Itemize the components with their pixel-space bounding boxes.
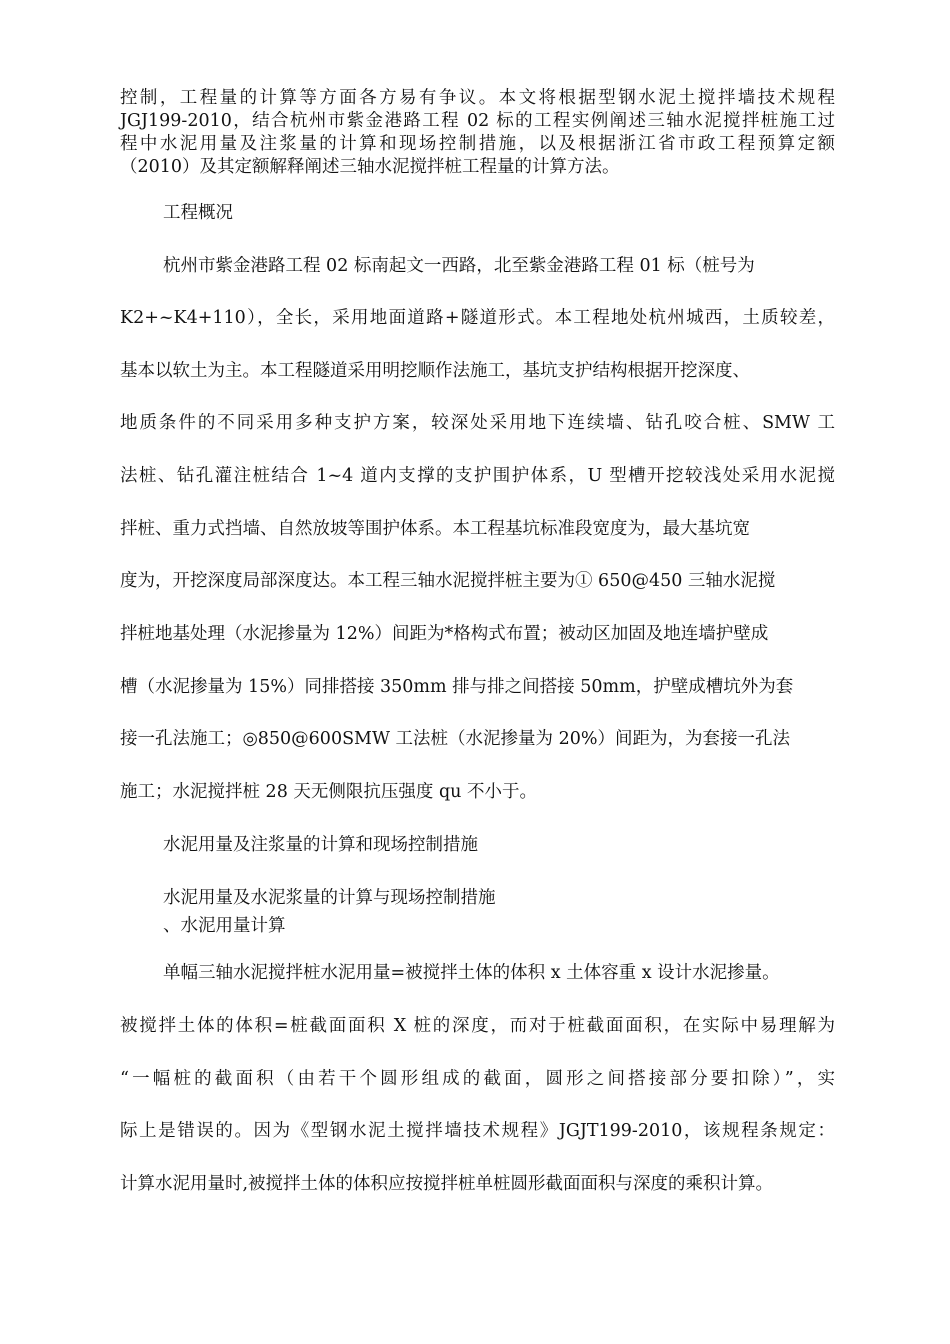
overview-line: 接一孔法施工；◎850@600SMW 工法桩（水泥掺量为 20%）间距为，为套接一孔法 [120, 729, 790, 749]
calc-line: “一幅桩的截面积（由若干个圆形组成的截面，圆形之间搭接部分要扣除）”，实 [120, 1069, 835, 1089]
calc-line: 计算水泥用量时,被搅拌土体的体积应按搅拌桩单桩圆形截面面积与深度的乘积计算。 [120, 1174, 774, 1194]
overview-line: 法桩、钻孔灌注桩结合 1~4 道内支撑的支护围护体系，U 型槽开挖较浅处采用水泥搅 [120, 466, 835, 486]
overview-line: 施工；水泥搅拌桩 28 天无侧限抗压强度 qu 不小于。 [120, 782, 537, 802]
overview-line: K2+~K4+110），全长，采用地面道路+隧道形式。本工程地处杭州城西，土质较差， [120, 308, 835, 328]
section-heading-cement-grout: 水泥用量及注浆量的计算和现场控制措施 [163, 835, 478, 855]
calc-line: 被搅拌土体的体积=桩截面面积 X 桩的深度，而对于桩截面面积，在实际中易理解为 [120, 1016, 835, 1036]
intro-line: 控制，工程量的计算等方面各方易有争议。本文将根据型钢水泥土搅拌墙技术规程 [120, 88, 835, 108]
intro-line: 程中水泥用量及注浆量的计算和现场控制措施，以及根据浙江省市政工程预算定额 [120, 134, 835, 154]
overview-line: 地质条件的不同采用多种支护方案，较深处采用地下连续墙、钻孔咬合桩、SMW 工 [120, 413, 835, 433]
overview-line: 度为，开挖深度局部深度达。本工程三轴水泥搅拌桩主要为① 650@450 三轴水泥搅 [120, 571, 776, 591]
overview-line: 杭州市紫金港路工程 02 标南起文一西路，北至紫金港路工程 01 标（桩号为 [163, 256, 755, 276]
calc-line: 单幅三轴水泥搅拌桩水泥用量=被搅拌土体的体积 x 土体容重 x 设计水泥掺量。 [163, 963, 780, 983]
overview-line: 拌桩地基处理（水泥掺量为 12%）间距为*格构式布置；被动区加固及地连墙护壁成 [120, 624, 769, 644]
intro-line: JGJ199-2010，结合杭州市紫金港路工程 02 标的工程实例阐述三轴水泥搅拌桩施工过 [120, 111, 835, 131]
overview-line: 基本以软土为主。本工程隧道采用明挖顺作法施工，基坑支护结构根据开挖深度、 [120, 361, 750, 381]
section-heading-cement-slurry: 水泥用量及水泥浆量的计算与现场控制措施 [163, 888, 496, 908]
section-heading-overview: 工程概况 [163, 203, 233, 223]
calc-line: 际上是错误的。因为《型钢水泥土搅拌墙技术规程》JGJT199-2010，该规程条规定： [120, 1121, 835, 1141]
section-heading-cement-calc: 、水泥用量计算 [163, 916, 286, 936]
intro-line: （2010）及其定额解释阐述三轴水泥搅拌桩工程量的计算方法。 [120, 157, 620, 177]
overview-line: 槽（水泥掺量为 15%）同排搭接 350mm 排与排之间搭接 50mm，护壁成槽坑外为套 [120, 677, 794, 697]
overview-line: 拌桩、重力式挡墙、自然放坡等围护体系。本工程基坑标准段宽度为，最大基坑宽 [120, 519, 750, 539]
